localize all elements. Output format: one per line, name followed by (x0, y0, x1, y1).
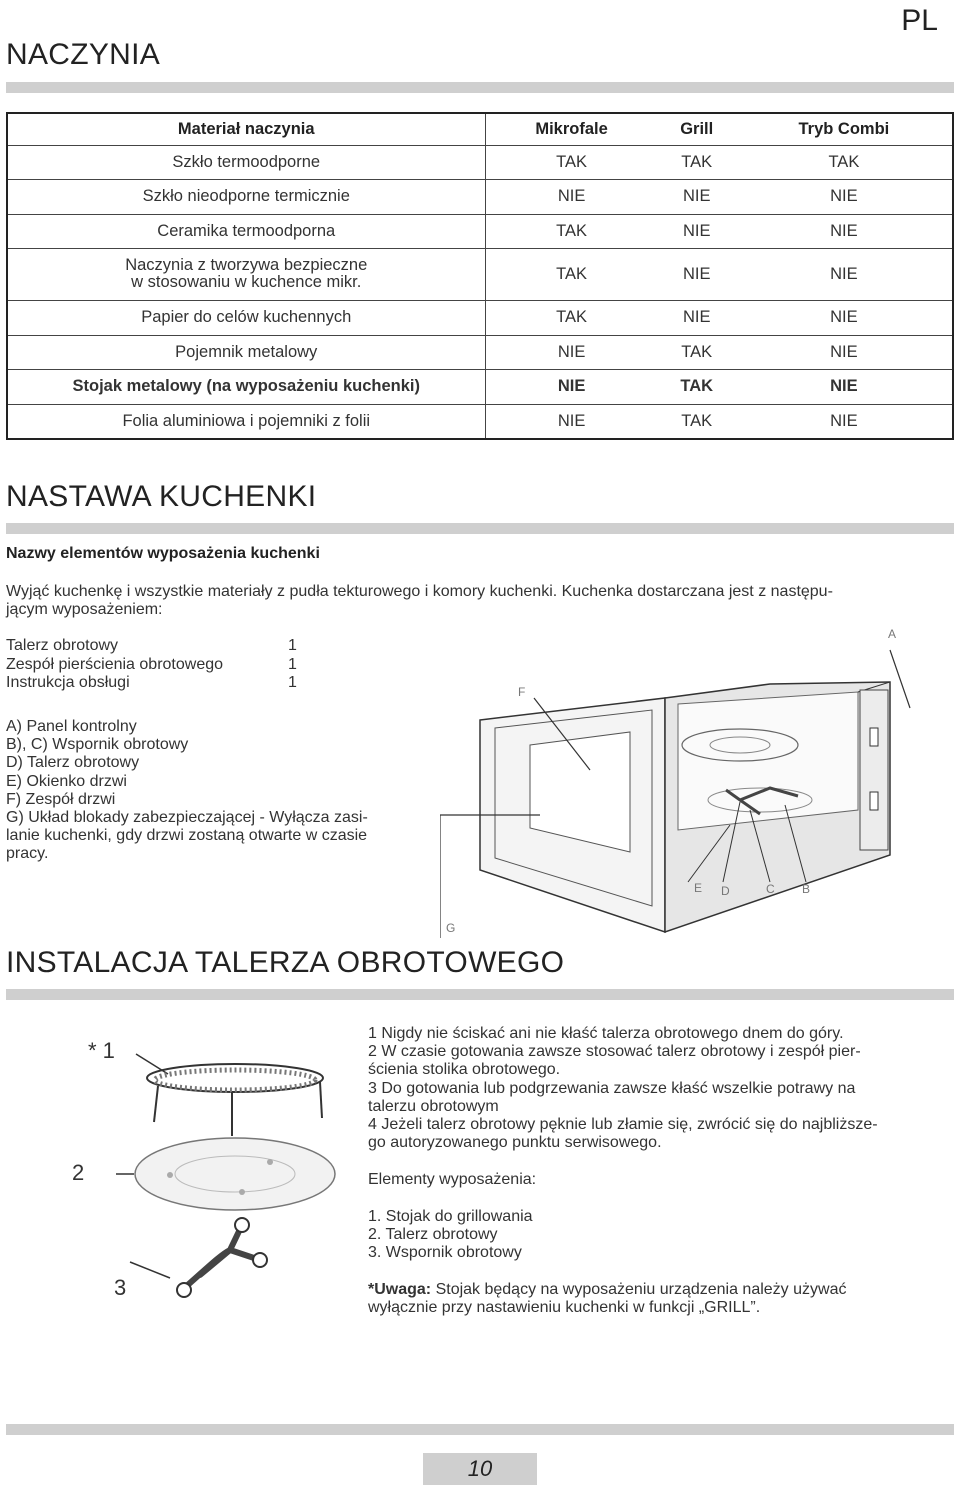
cell-grill: TAK (658, 404, 736, 439)
section-divider (6, 82, 954, 93)
cell-material-line2: w stosowaniu w kuchence mikr. (131, 273, 362, 291)
cell-microwave: TAK (485, 301, 658, 336)
section-title-turntable: INSTALACJA TALERZA OBROTOWEGO (6, 946, 565, 979)
table-header-row (7, 113, 953, 145)
figure-label-2: 2 (72, 1160, 85, 1185)
table-row (7, 145, 953, 180)
cell-grill: NIE (658, 180, 736, 215)
table-row (7, 214, 953, 249)
accessory-qty: 1 (288, 637, 297, 654)
cell-material: Szkło nieodporne termicznie (7, 180, 485, 215)
diagram-label-e: E (694, 881, 703, 895)
cavity (678, 692, 858, 830)
list-item: F) Zespół drzwi (6, 790, 116, 808)
cell-grill: TAK (658, 370, 736, 405)
cell-material (7, 249, 485, 301)
diagram-label-c: C (766, 882, 775, 896)
list-item: 1. Stojak do grillowania (368, 1208, 533, 1225)
cell-combi: NIE (736, 335, 953, 370)
list-item: pracy. (6, 845, 49, 863)
cell-combi: NIE (736, 180, 953, 215)
diagram-label-f: F (518, 685, 526, 699)
accessory-name: Talerz obrotowy (6, 637, 119, 654)
list-item: 2. Talerz obrotowy (368, 1226, 498, 1244)
figure-label-3: 3 (114, 1275, 127, 1300)
intro-paragraph (6, 583, 954, 619)
cell-combi: TAK (736, 145, 953, 180)
section-title-dishes: NACZYNIA (6, 38, 161, 71)
col-header-material: Materiał naczynia (7, 113, 485, 145)
accessory-qty: 1 (288, 655, 297, 673)
turntable-plate-icon (135, 1138, 335, 1210)
cell-material-line1: Naczynia z tworzywa bezpieczne (125, 256, 368, 274)
cell-microwave: NIE (485, 404, 658, 439)
section-divider (6, 523, 954, 534)
list-item: A) Panel kontrolny (6, 718, 137, 735)
cell-microwave: NIE (485, 335, 658, 370)
cell-material: Ceramika termoodporna (7, 214, 485, 249)
rotating-support-icon (182, 1225, 260, 1290)
microwave-diagram (440, 620, 960, 940)
cell-combi: NIE (736, 301, 953, 336)
list-item: 3. Wspornik obrotowy (368, 1244, 522, 1262)
note-text: Stojak będący na wyposażeniu urządzenia należy używać (431, 1281, 847, 1298)
accessories-list (6, 637, 306, 693)
diagram-label-b: B (802, 882, 811, 896)
accessory-name: Zespół pierścienia obrotowego (6, 655, 224, 673)
elements-list (368, 1208, 950, 1263)
cell-grill: NIE (658, 301, 736, 336)
cell-material: Szkło termoodporne (7, 145, 485, 180)
diagram-label-a: A (888, 627, 897, 641)
list-item: G) Układ blokady zabezpieczającej - Wyłącza zasi- (6, 809, 368, 827)
cell-material-two-line (125, 257, 367, 291)
cell-grill: TAK (658, 335, 736, 370)
accessory-qty: 1 (288, 674, 297, 691)
cell-material: Pojemnik metalowy (7, 335, 485, 370)
table-row (7, 370, 953, 405)
list-item (6, 674, 306, 693)
cell-microwave: NIE (485, 180, 658, 215)
instruction-line: talerzu obrotowym (368, 1097, 499, 1115)
list-item: B), C) Wspornik obrotowy (6, 736, 189, 754)
parts-legend (6, 718, 436, 864)
subsection-title: Nazwy elementów wyposażenia kuchenki (6, 545, 320, 562)
cell-material: Folia aluminiowa i pojemniki z folii (7, 404, 485, 439)
table-row (7, 301, 953, 336)
table-row (7, 180, 953, 215)
cell-microwave: TAK (485, 145, 658, 180)
instruction-line: 3 Do gotowania lub podgrzewania zawsze kłaść wszelkie potrawy na (368, 1079, 856, 1097)
page-number: 10 (423, 1453, 537, 1485)
list-item: lanie kuchenki, gdy drzwi zostaną otwarte w czasie (6, 827, 368, 845)
table-row (7, 404, 953, 439)
control-panel (860, 690, 888, 850)
cell-combi: NIE (736, 214, 953, 249)
diagram-label-g: G (446, 921, 456, 935)
grill-note (368, 1281, 950, 1317)
cell-grill: NIE (658, 249, 736, 301)
elements-title: Elementy wyposażenia: (368, 1171, 537, 1188)
cell-grill: NIE (658, 214, 736, 249)
table-row (7, 335, 953, 370)
cell-microwave: TAK (485, 214, 658, 249)
col-header-grill: Grill (658, 113, 736, 145)
cell-combi: NIE (736, 370, 953, 405)
section-title-setup: NASTAWA KUCHENKI (6, 480, 317, 513)
col-header-combi: Tryb Combi (736, 113, 953, 145)
cell-microwave: TAK (485, 249, 658, 301)
turntable-instructions (368, 1025, 950, 1152)
section-divider (6, 989, 954, 1000)
turntable-parts-figure (110, 1040, 350, 1320)
note-label: *Uwaga: (368, 1281, 432, 1298)
list-item: E) Okienko drzwi (6, 772, 127, 790)
cell-material: Papier do celów kuchennych (7, 301, 485, 336)
col-header-microwave: Mikrofale (485, 113, 658, 145)
cell-microwave: NIE (485, 370, 658, 405)
note-text: wyłącznie przy nastawieniu kuchenki w funkcji „GRILL”. (368, 1299, 761, 1317)
instruction-line: go autoryzowanego punktu serwisowego. (368, 1134, 662, 1152)
cell-grill: TAK (658, 145, 736, 180)
cell-combi: NIE (736, 249, 953, 301)
language-code: PL (901, 4, 938, 37)
figure-label-1: * 1 (88, 1038, 115, 1063)
list-item (6, 656, 306, 675)
instruction-line: 2 W czasie gotowania zawsze stosować talerz obrotowy i zespół pier- (368, 1043, 861, 1061)
accessory-name: Instrukcja obsługi (6, 674, 130, 691)
instruction-line: 1 Nigdy nie ściskać ani nie kłaść talerza obrotowego dnem do góry. (368, 1025, 844, 1042)
footer-divider (6, 1424, 954, 1435)
dishes-table (6, 112, 954, 440)
diagram-label-d: D (721, 884, 730, 898)
cell-combi: NIE (736, 404, 953, 439)
instruction-line: ścienia stolika obrotowego. (368, 1061, 561, 1079)
list-item: D) Talerz obrotowy (6, 754, 140, 772)
list-item (6, 637, 306, 656)
intro-line: jącym wyposażeniem: (6, 601, 163, 618)
instruction-line: 4 Jeżeli talerz obrotowy pęknie lub złamie się, zwrócić się do najbliższe- (368, 1116, 878, 1134)
cell-material: Stojak metalowy (na wyposażeniu kuchenki) (7, 370, 485, 405)
intro-line: Wyjąć kuchenkę i wszystkie materiały z pudła tekturowego i komory kuchenki. Kuchenka dostarczana jest z następu- (6, 583, 833, 600)
table-row (7, 249, 953, 301)
